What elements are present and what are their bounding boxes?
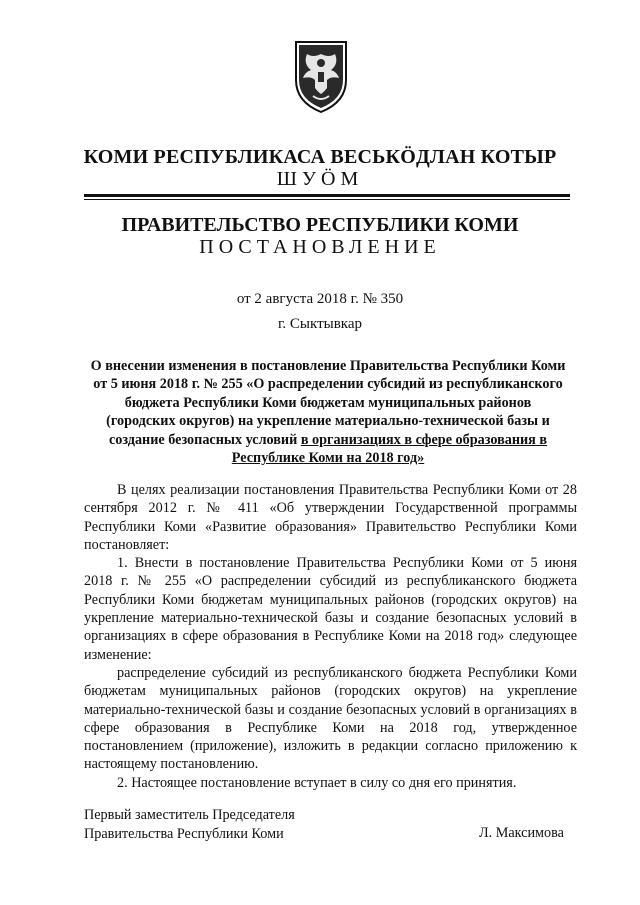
subject-underlined: в организациях в сфере образования в Республике Коми на 2018 год»	[231, 431, 548, 467]
city: г. Сыктывкар	[277, 316, 363, 332]
coat-of-arms-icon	[291, 36, 351, 114]
document-type: ПОСТАНОВЛЕНИЕ	[199, 236, 441, 258]
signer-position	[84, 806, 295, 843]
komi-title: КОМИ РЕСПУБЛИКАСА ВЕСЬКӦДЛАН КОТЫР	[83, 146, 557, 168]
government-title: ПРАВИТЕЛЬСТВО РЕСПУБЛИКИ КОМИ	[121, 214, 519, 236]
signer-name: Л. Максимова	[479, 825, 564, 841]
subject-main: О внесении изменения в постановление Правительства Республики Коми от 5 июня 2018 г. № 255 «О распределении субсидий из республиканского бюджета Республики Коми бюджетам муниципальных районов (городских округов) на укрепление материально-технической базы и создание безопасных условий	[90, 358, 566, 448]
body-paragraph-preamble: В целях реализации постановления Правительства Республики Коми от 28 сентября 2012 г. № 411 «Об утверждении Государственной программы Республики Коми «Развитие образования» Правительство Республики Коми постановляет:	[84, 482, 577, 553]
subject-heading	[90, 357, 566, 467]
body-paragraph-change: распределение субсидий из республиканского бюджета Республики Коми бюджетам муниципальных районов (городских округов) на укрепление материально-технической базы и создание безопасных условий в организациях в сфере образования в Республике Коми на 2018 год, утвержденное постановлением (приложение), изложить в редакции согласно приложению к настоящему постановлению.	[84, 664, 577, 773]
header-divider-thin	[84, 199, 570, 200]
signer-position-line-2: Правительства Республики Коми	[84, 825, 284, 842]
signer-position-line-1: Первый заместитель Председателя	[84, 807, 295, 823]
document-body	[84, 481, 577, 792]
date-number: от 2 августа 2018 г. № 350	[236, 291, 404, 307]
komi-subtitle: ШУÖМ	[276, 168, 364, 190]
body-paragraph-item-1: 1. Внести в постановление Правительства Республики Коми от 5 июня 2018 г. № 255 «О распределении субсидий из республиканского бюджета Республики Коми бюджетам муниципальных районов (городских округов) на укрепление материально-технической базы и создание безопасных условий в организациях в сфере образования в Республике Коми на 2018 год» следующее изменение:	[84, 555, 577, 663]
body-paragraph-item-2: 2. Настоящее постановление вступает в силу со дня его принятия.	[117, 774, 517, 791]
header-divider-thick	[84, 194, 570, 197]
